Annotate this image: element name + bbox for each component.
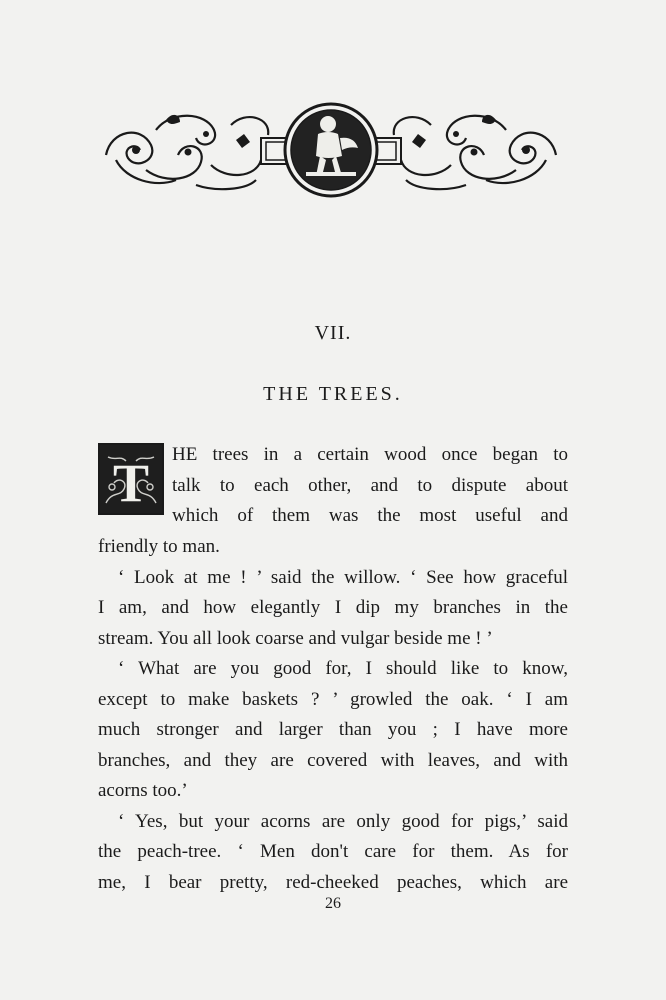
drop-cap-letter: T xyxy=(112,453,150,513)
page-number: 26 xyxy=(325,895,341,912)
chapter-title: THE TREES. xyxy=(263,383,403,405)
text-line: ‘ What are you good for, I should like to know, xyxy=(118,658,568,679)
chapter-number: VII. xyxy=(314,322,352,344)
text-line: ‘ Yes, but your acorns are only good for pigs,’ said xyxy=(118,810,568,832)
text-line: HE trees in a certain wood once began to xyxy=(172,444,568,465)
headpiece-ornament xyxy=(96,100,566,200)
text-line: acorns too.’ xyxy=(98,780,188,801)
drop-cap-paragraph-lines xyxy=(172,440,568,532)
text-line: except to make baskets ? ’ growled the oak. ‘ I am xyxy=(98,688,568,710)
text-line: branches, and they are covered with leaves, and with xyxy=(98,749,568,771)
text-line: the peach-tree. ‘ Men don't care for them. As for xyxy=(98,841,568,862)
text-line: I am, and how elegantly I dip my branches in the xyxy=(98,597,568,618)
text-line: ‘ Look at me ! ’ said the willow. ‘ See how graceful xyxy=(118,566,568,588)
text-line: friendly to man. xyxy=(98,536,220,557)
drop-cap-initial xyxy=(98,443,164,515)
text-line: talk to each other, and to dispute about xyxy=(172,474,568,496)
text-line: which of them was the most useful and xyxy=(172,505,568,526)
body-text xyxy=(98,532,568,898)
text-line: stream. You all look coarse and vulgar beside me ! ’ xyxy=(98,627,493,649)
text-line: much stronger and larger than you ; I have more xyxy=(98,719,568,740)
text-line: me, I bear pretty, red-cheeked peaches, which are xyxy=(98,871,568,893)
